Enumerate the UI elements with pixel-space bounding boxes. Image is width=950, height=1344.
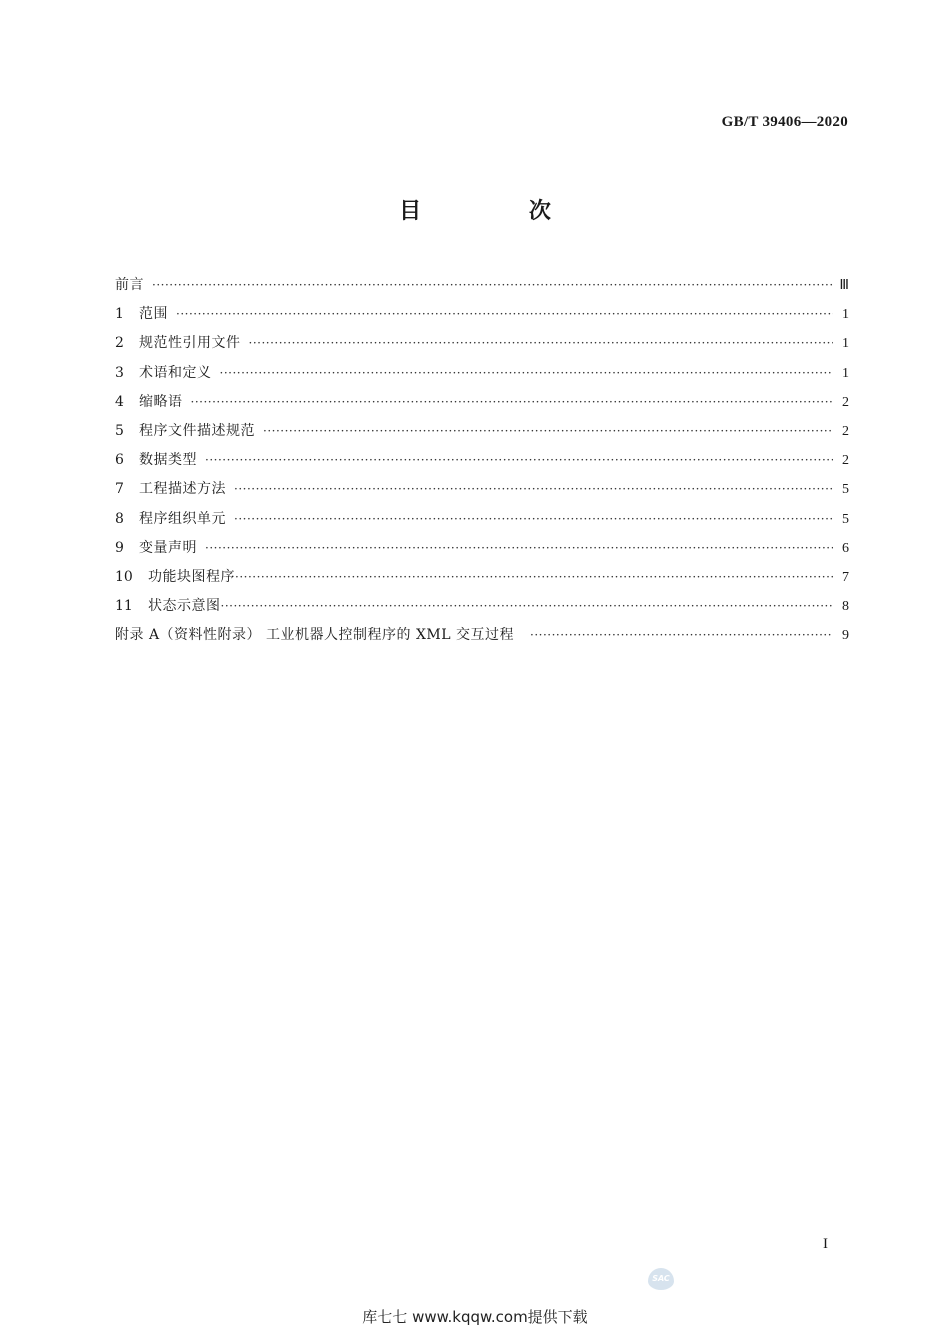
toc-entry-page: 7	[842, 569, 849, 585]
toc-entry-number: 7	[115, 481, 124, 498]
toc-entry-5[interactable]	[115, 420, 849, 449]
toc-entry-number: 6	[115, 452, 124, 469]
toc-entry-label: 范围	[139, 306, 168, 323]
toc-entry-label: 缩略语	[139, 393, 183, 410]
toc-entry-page: 6	[842, 540, 849, 556]
toc-entry-11[interactable]	[115, 595, 849, 624]
toc-entry-6[interactable]	[115, 449, 849, 478]
toc-leader-dots	[235, 570, 833, 584]
page-number: I	[823, 1236, 828, 1252]
toc-entry-label: 附录 A（资料性附录） 工业机器人控制程序的 XML 交互过程	[115, 627, 515, 644]
toc-entry-page: 1	[842, 307, 849, 323]
toc-entry-label: 功能块图程序	[148, 568, 235, 585]
toc-entry-9[interactable]	[115, 537, 849, 566]
toc-entry-page: Ⅲ	[839, 278, 849, 293]
toc-entry-number: 3	[115, 364, 124, 381]
toc-entry-page: 5	[842, 511, 849, 527]
toc-entry-number: 8	[115, 510, 124, 527]
toc-entry-label: 工程描述方法	[139, 481, 226, 498]
toc-entry-4[interactable]	[115, 391, 849, 420]
toc-entry-3[interactable]	[115, 362, 849, 391]
toc-entry-appendix-a[interactable]	[115, 624, 849, 653]
toc-leader-dots	[249, 336, 834, 350]
toc-entry-label: 术语和定义	[139, 364, 212, 381]
toc-entry-page: 1	[842, 336, 849, 352]
toc-leader-dots	[176, 307, 833, 321]
toc-entry-number: 2	[115, 335, 124, 352]
toc-leader-dots	[205, 541, 833, 555]
toc-entry-7[interactable]	[115, 478, 849, 507]
toc-leader-dots	[220, 366, 834, 380]
toc-title: 目 次	[399, 199, 601, 224]
toc-entry-page: 2	[842, 453, 849, 469]
toc-entry-label: 状态示意图	[148, 598, 221, 615]
toc-leader-dots	[263, 424, 833, 438]
toc-leader-dots	[234, 482, 833, 496]
toc-entry-page: 1	[842, 365, 849, 381]
sac-logo-icon: SAC	[648, 1268, 674, 1290]
table-of-contents	[115, 274, 849, 653]
toc-entry-page: 2	[842, 423, 849, 439]
download-footer: 库七七 www.kqqw.com提供下载	[362, 1308, 588, 1326]
toc-entry-page: 2	[842, 394, 849, 410]
toc-entry-number: 1	[115, 306, 124, 323]
toc-entry-preface[interactable]	[115, 274, 849, 303]
toc-entry-1[interactable]	[115, 303, 849, 332]
toc-entry-8[interactable]	[115, 508, 849, 537]
toc-entry-number: 11	[115, 598, 133, 615]
toc-entry-label: 规范性引用文件	[139, 335, 241, 352]
toc-entry-number: 10	[115, 568, 133, 585]
toc-entry-2[interactable]	[115, 332, 849, 361]
toc-entry-number: 5	[115, 422, 124, 439]
toc-entry-label: 变量声明	[139, 539, 197, 556]
toc-leader-dots	[191, 395, 834, 409]
toc-entry-label: 程序文件描述规范	[139, 422, 255, 439]
toc-leader-dots	[152, 278, 833, 292]
toc-leader-dots	[221, 599, 834, 613]
toc-leader-dots	[530, 628, 833, 642]
standard-code: GB/T 39406—2020	[721, 114, 848, 130]
toc-entry-number: 9	[115, 539, 124, 556]
toc-entry-page: 9	[842, 628, 849, 644]
toc-leader-dots	[234, 512, 833, 526]
toc-entry-page: 5	[842, 482, 849, 498]
toc-entry-10[interactable]	[115, 566, 849, 595]
toc-entry-page: 8	[842, 599, 849, 615]
toc-entry-label: 程序组织单元	[139, 510, 226, 527]
toc-leader-dots	[205, 453, 833, 467]
toc-entry-number: 4	[115, 393, 124, 410]
toc-entry-label: 前言	[115, 277, 144, 293]
toc-entry-label: 数据类型	[139, 452, 197, 469]
